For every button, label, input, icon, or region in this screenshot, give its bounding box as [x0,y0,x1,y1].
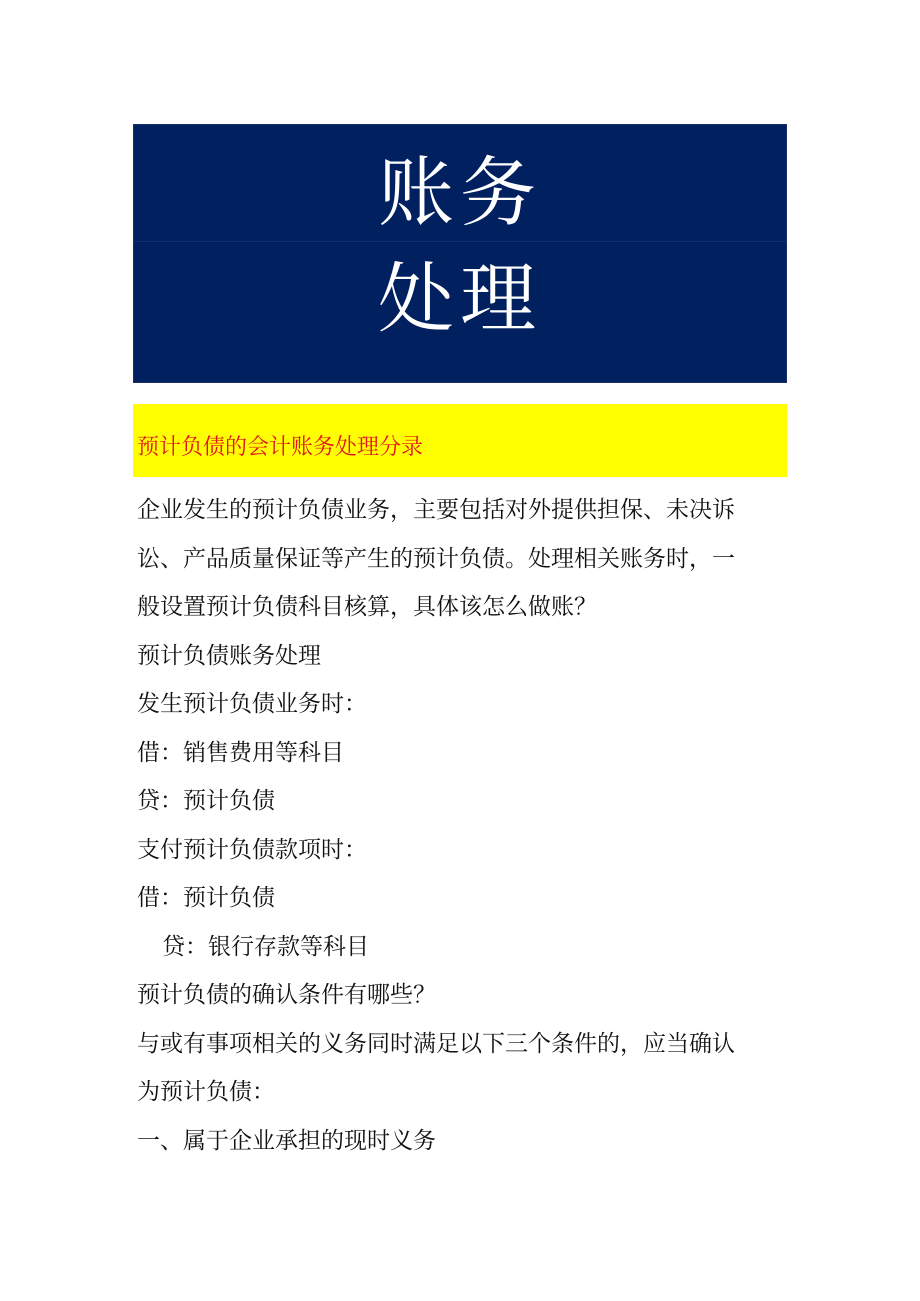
title-banner [133,124,787,383]
question-recognition: 预计负债的确认条件有哪些？ [137,982,436,1008]
highlight-heading-box [133,404,787,477]
section-heading-accounting: 预计负债账务处理 [137,642,321,669]
journal-credit-1: 贷：预计负债 [137,788,275,814]
intro-paragraph-line-1: 企业发生的预计负债业务，主要包括对外提供担保、未决诉 [137,497,735,523]
condition-one: 一、属于企业承担的现时义务 [137,1127,436,1154]
conditions-paragraph-line-2: 为预计负债： [137,1079,275,1105]
text-occurrence: 发生预计负债业务时： [137,691,367,717]
title-line-1: 账务 [378,148,542,237]
journal-debit-1: 借：销售费用等科目 [137,739,344,766]
conditions-paragraph-line-1: 与或有事项相关的义务同时满足以下三个条件的，应当确认 [137,1030,735,1057]
journal-debit-2: 借：预计负债 [137,885,275,911]
text-payment: 支付预计负债款项时： [137,836,367,863]
intro-paragraph-line-2: 讼、产品质量保证等产生的预计负债。处理相关账务时，一 [137,545,735,572]
document-body [137,486,787,1165]
title-line-2: 处理 [378,254,542,343]
title-divider [134,241,786,242]
highlight-heading: 预计负债的会计账务处理分录 [137,435,424,460]
intro-paragraph-line-3: 般设置预计负债科目核算，具体该怎么做账？ [137,594,597,620]
journal-credit-2: 贷：银行存款等科目 [162,933,369,960]
